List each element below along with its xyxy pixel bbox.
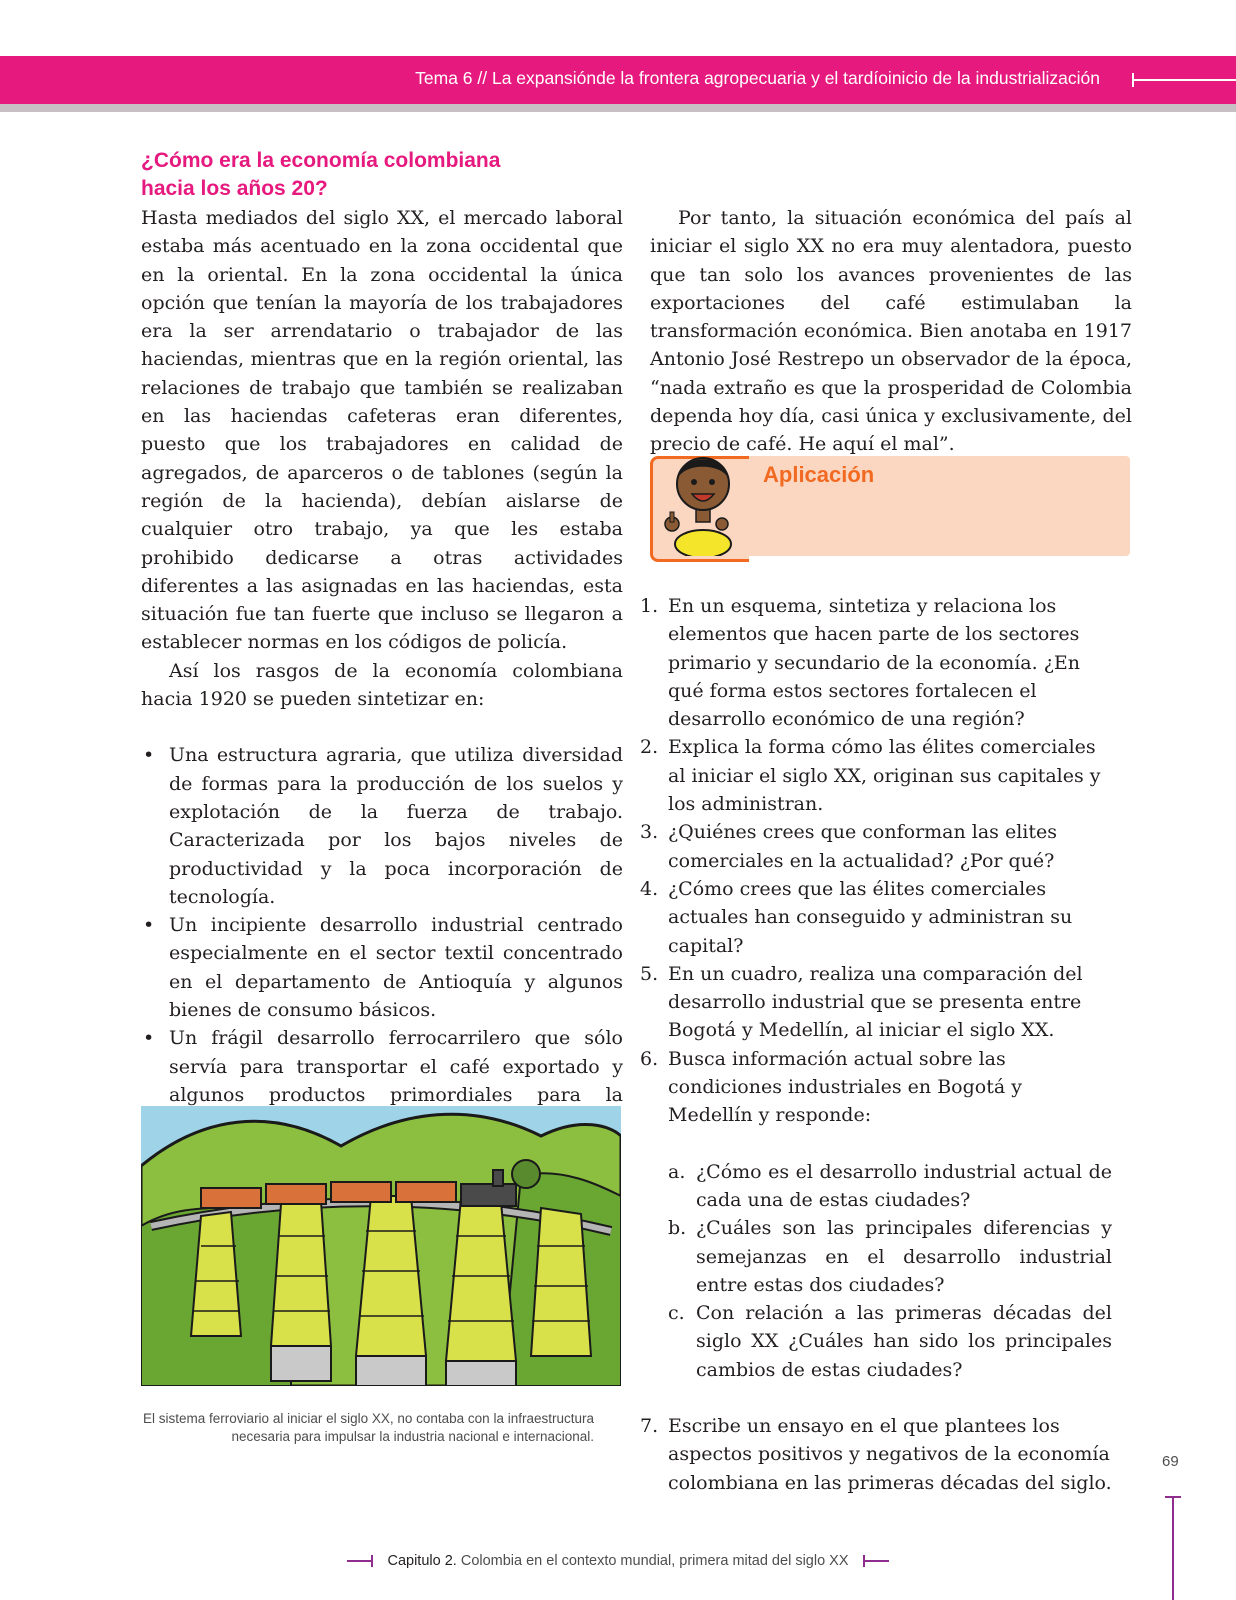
- bullet-icon: •: [143, 1027, 155, 1050]
- list-number: 7.: [640, 1415, 659, 1438]
- list-item: [640, 1045, 1112, 1384]
- sub-list-item: [668, 1214, 1112, 1299]
- figure-caption: El sistema ferroviario al iniciar el siglo XX, no contaba con la infraestructura necesaria para impulsar la industria nacional e internacional.: [143, 1411, 594, 1444]
- train-bridge-illustration: [141, 1106, 621, 1386]
- left-column: [141, 204, 623, 1138]
- list-item: [640, 1412, 1112, 1497]
- right-column: [650, 204, 1132, 459]
- list-text: Busca información actual sobre las condiciones industriales en Bogotá y Medellín y responde:: [668, 1047, 1022, 1127]
- list-item: [640, 960, 1112, 1045]
- bullet-list: [141, 741, 623, 1137]
- side-rule: [1172, 1496, 1174, 1600]
- list-number: 4.: [640, 877, 659, 900]
- application-box: [650, 452, 1132, 562]
- header-title: Tema 6 // La expansiónde la frontera agropecuaria y el tardíoinicio de la industrialización: [415, 68, 1100, 88]
- list-text: Escribe un ensayo en el que plantees los aspectos positivos y negativos de la economía colombiana en las primeras décadas del siglo.: [668, 1415, 1112, 1494]
- sub-list-letter: a.: [668, 1160, 686, 1183]
- sub-list-item: [668, 1158, 1112, 1215]
- sub-list-text: ¿Cuáles son las principales diferencias y semejanzas en el desarrollo industrial entre estas dos ciudades?: [696, 1217, 1112, 1296]
- list-number: 6.: [640, 1047, 659, 1070]
- bullet-text: Una estructura agraria, que utiliza diversidad de formas para la producción de los suelos y explotación de la fuerza de trabajo. Caracterizada por los bajos niveles de productividad y la poca incorporación de tecnología.: [169, 744, 623, 908]
- bullet-item: [141, 911, 623, 1024]
- page-number: 69: [1162, 1453, 1179, 1470]
- boy-thumbs-up-icon: [662, 444, 744, 556]
- list-item: [640, 733, 1112, 818]
- header-rule-tick: [1132, 73, 1134, 87]
- footer: [0, 1553, 1236, 1569]
- list-number: 3.: [640, 821, 659, 844]
- bullet-icon: •: [143, 744, 155, 767]
- bullet-text: Un frágil desarrollo ferrocarrilero que sólo servía para transportar el café exportado y algunos productos primordiales para la: [169, 1027, 623, 1106]
- sub-list: [668, 1158, 1112, 1384]
- list-text: ¿Quiénes crees que conforman las elites comerciales en la actualidad? ¿Por qué?: [668, 821, 1057, 872]
- body-paragraph: Así los rasgos de la economía colombiana hacia 1920 se pueden sintetizar en:: [141, 659, 623, 711]
- list-number: 2.: [640, 736, 659, 759]
- bullet-item: [141, 741, 623, 911]
- footer-rule-left: [347, 1560, 373, 1562]
- list-item: [640, 592, 1112, 733]
- list-text: ¿Cómo crees que las élites comerciales actuales han conseguido y administran su capital?: [668, 877, 1073, 957]
- sub-list-letter: c.: [668, 1302, 685, 1325]
- section-title: ¿Cómo era la economía colombiana hacia los años 20?: [141, 149, 501, 200]
- footer-rule-right: [863, 1560, 889, 1562]
- body-paragraph: Hasta mediados del siglo XX, el mercado laboral estaba más acentuado en la zona occidental que en la oriental. En la zona occidental la única opción que tenían la mayoría de los trabajadores era la ser arrendatario o trabajador de las haciendas, mientras que en la región oriental, las relaciones de trabajo que también se realizaban en las haciendas cafeteras eran diferentes, puesto que los trabajadores en calidad de agregados, de aparceros o de tablones (según la región de la hacienda), debían aislarse de cualquier otro trabajo, ya que les estaba prohibido dedicarse a otras actividades diferentes a las asignadas en las haciendas, esta situación fue tan fuerte que incluso se llegaron a establecer normas en los códigos de policía.: [141, 207, 623, 654]
- list-text: En un cuadro, realiza una comparación del desarrollo industrial que se presenta entre Bogotá y Medellín, al iniciar el siglo XX.: [668, 962, 1083, 1042]
- bullet-text: Un incipiente desarrollo industrial centrado especialmente en el sector textil concentrado en el departamento de Antioquía y algunos bienes de consumo básicos.: [169, 914, 623, 1022]
- header-shadow: [0, 104, 1236, 112]
- list-number: 5.: [640, 962, 659, 985]
- header-rule: [1132, 79, 1236, 81]
- list-text: Explica la forma cómo las élites comerciales al iniciar el siglo XX, originan sus capitales y los administran.: [668, 736, 1101, 816]
- list-item: [640, 818, 1112, 875]
- sub-list-letter: b.: [668, 1217, 687, 1240]
- footer-chapter-title: Colombia en el contexto mundial, primera mitad del siglo XX: [460, 1553, 849, 1569]
- list-text: En un esquema, sintetiza y relaciona los elementos que hacen parte de los sectores primario y secundario de la economía. ¿En qué forma estos sectores fortalecen el desarrollo económico de una región?: [668, 595, 1080, 731]
- list-number: 1.: [640, 595, 659, 617]
- train-bridge-image: [141, 1106, 621, 1386]
- sub-list-text: ¿Cómo es el desarrollo industrial actual de cada una de estas ciudades?: [696, 1160, 1112, 1211]
- task-list: [640, 592, 1112, 1497]
- sub-list-text: Con relación a las primeras décadas del siglo XX ¿Cuáles han sido los principales cambios de estas ciudades?: [696, 1302, 1112, 1381]
- numbered-list: [640, 592, 1112, 1497]
- sub-list-item: [668, 1299, 1112, 1384]
- footer-chapter-label: Capitulo 2.: [387, 1553, 457, 1569]
- body-paragraph: Por tanto, la situación económica del país al iniciar el siglo XX no era muy alentadora, puesto que tan solo los avances provenientes de las exportaciones del café estimulaban la transformación económica. Bien anotaba en 1917 Antonio José Restrepo un observador de la época, “nada extraño es que la prosperidad de Colombia dependa hoy día, casi única y exclusivamente, del precio de café. He aquí el mal”.: [650, 207, 1132, 456]
- bullet-icon: •: [143, 914, 155, 937]
- application-title: Aplicación: [763, 462, 875, 487]
- list-item: [640, 875, 1112, 960]
